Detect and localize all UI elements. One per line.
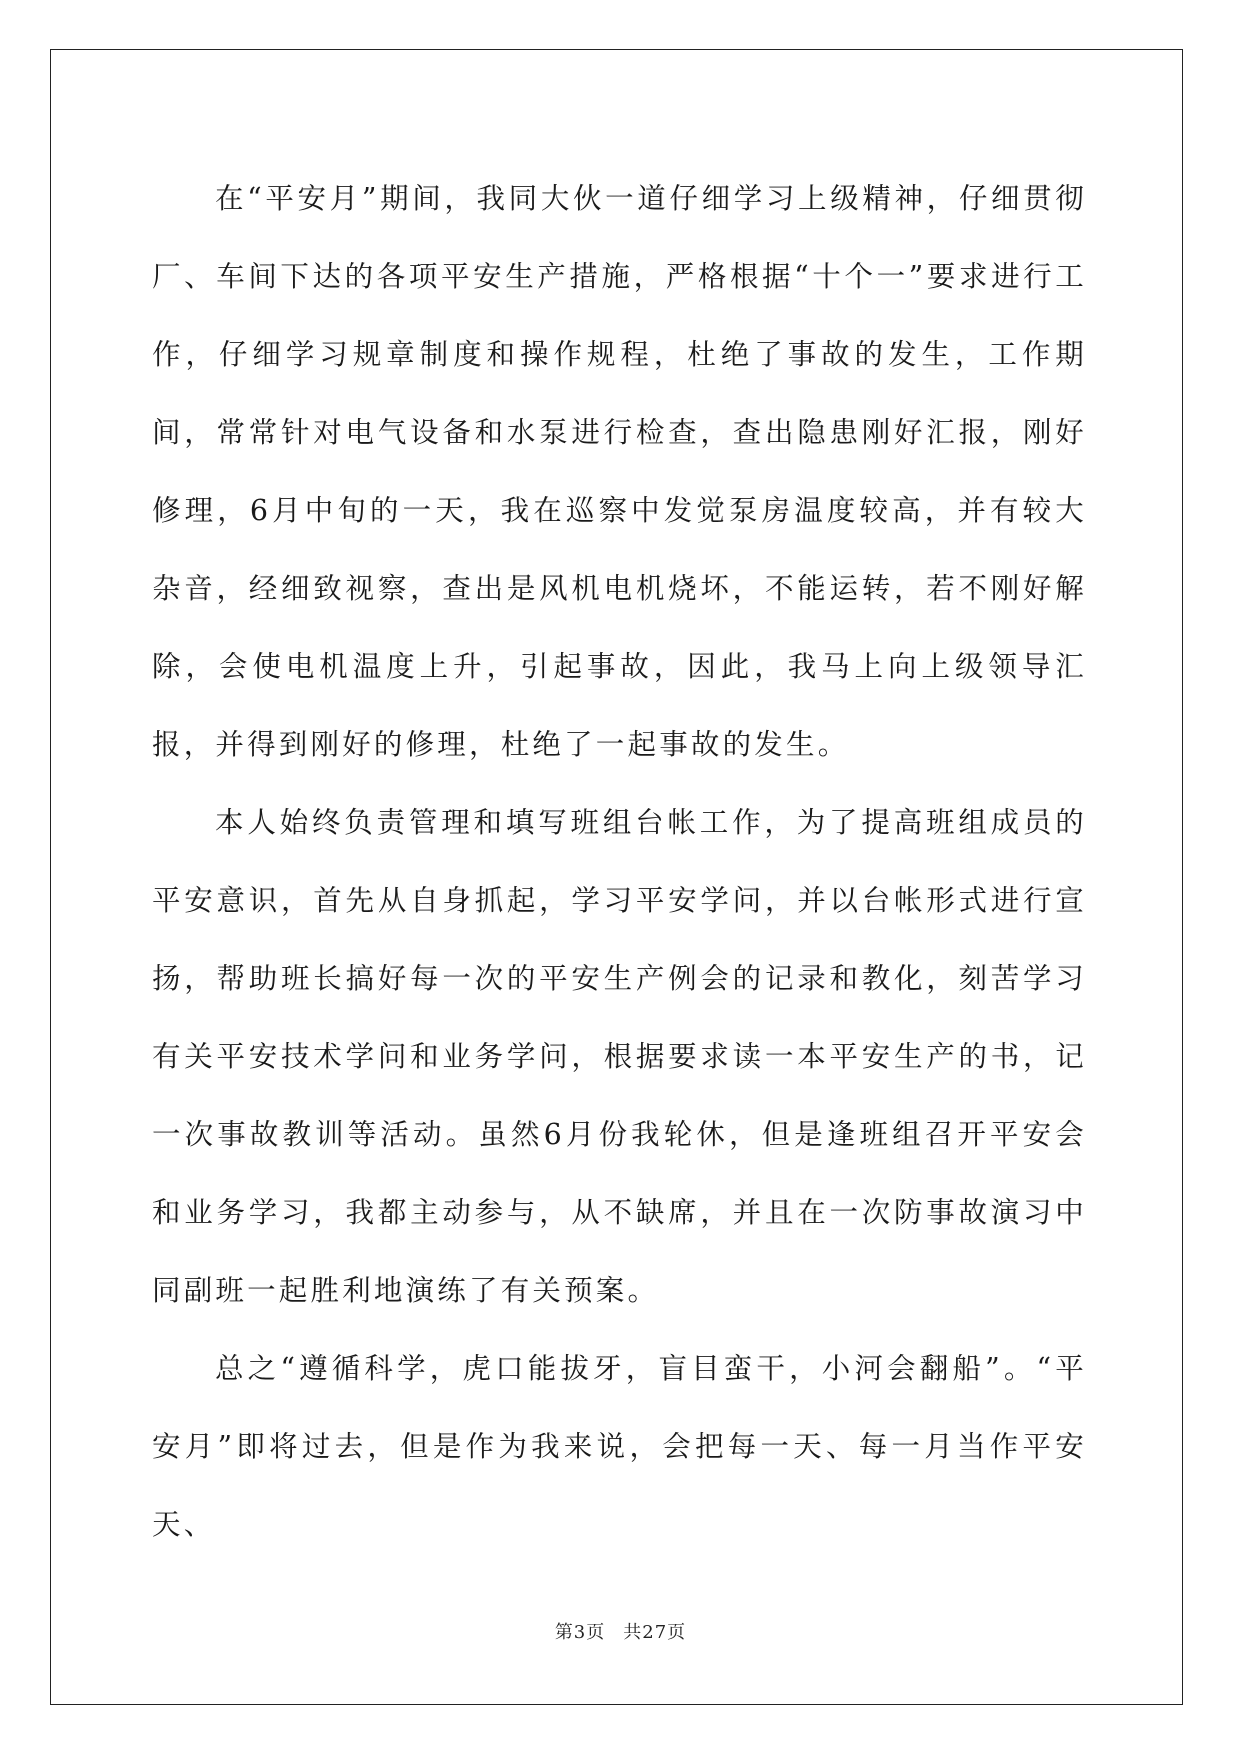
paragraph-1: 在“平安月”期间，我同大伙一道仔细学习上级精神，仔细贯彻厂、车间下达的各项平安生产措施，严格根据“十个一”要求进行工作，仔细学习规章制度和操作规程，杜绝了事故的发生，工作期间，常常针对电气设备和水泵进行检查，查出隐患刚好汇报，刚好修理，6月中旬的一天，我在巡察中发觉泵房温度较高，并有较大杂音，经细致视察，查出是风机电机烧坏，不能运转，若不刚好解除，会使电机温度上升，引起事故，因此，我马上向上级领导汇报，并得到刚好的修理，杜绝了一起事故的发生。 (152, 182, 1087, 761)
document-body (152, 160, 1087, 1564)
page-number: 第3页 (554, 1622, 606, 1643)
paragraph-2: 本人始终负责管理和填写班组台帐工作，为了提高班组成员的平安意识，首先从自身抓起，学习平安学问，并以台帐形式进行宣扬，帮助班长搞好每一次的平安生产例会的记录和教化，刻苦学习有关平安技术学问和业务学问，根据要求读一本平安生产的书，记一次事故教训等活动。虽然6月份我轮休，但是逢班组召开平安会和业务学习，我都主动参与，从不缺席，并且在一次防事故演习中同副班一起胜利地演练了有关预案。 (152, 806, 1087, 1307)
page-footer (0, 1618, 1241, 1644)
total-pages: 共27页 (623, 1622, 687, 1643)
paragraph-3: 总之“遵循科学，虎口能拔牙，盲目蛮干，小河会翻船”。“平安月”即将过去，但是作为我来说，会把每一天、每一月当作平安天、 (152, 1352, 1087, 1541)
